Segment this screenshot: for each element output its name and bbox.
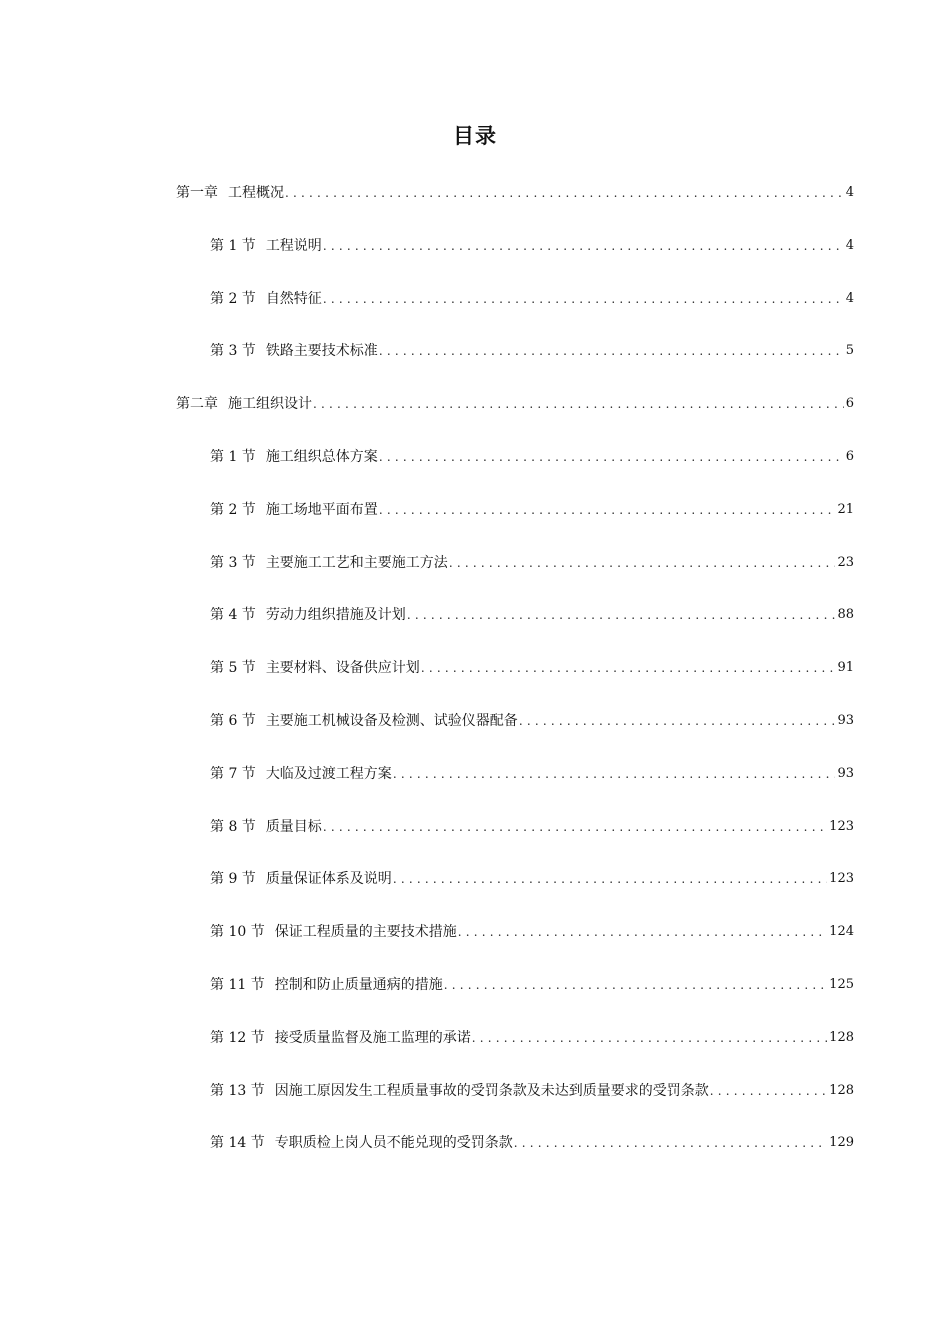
toc-page-number: 21 xyxy=(837,501,854,517)
toc-entry-label xyxy=(210,495,379,525)
toc-page-number: 128 xyxy=(829,1082,854,1098)
toc-entry[interactable] xyxy=(210,284,854,337)
toc-page-number: 88 xyxy=(837,607,854,623)
toc-dot-leader xyxy=(323,284,844,314)
toc-page-number: 6 xyxy=(845,448,854,464)
toc-entry-title: 质量目标 xyxy=(265,818,322,835)
toc-dot-leader xyxy=(407,600,836,630)
toc-entry-number: 第 2 节 xyxy=(210,290,256,307)
toc-entry[interactable] xyxy=(210,1076,854,1129)
toc-entry-title: 专职质检上岗人员不能兑现的受罚条款 xyxy=(274,1135,513,1152)
toc-page-number: 123 xyxy=(829,871,854,887)
toc-page-number: 129 xyxy=(829,1135,854,1151)
toc-entry[interactable] xyxy=(210,812,854,865)
toc-entry-number: 第 1 节 xyxy=(210,448,256,465)
toc-entry[interactable] xyxy=(210,864,854,917)
toc-entry[interactable] xyxy=(210,495,854,548)
toc-entry[interactable] xyxy=(210,970,854,1023)
toc-page-number: 93 xyxy=(837,765,854,781)
toc-entry-title: 工程说明 xyxy=(265,237,322,254)
toc-entry-number: 第 7 节 xyxy=(210,765,256,782)
toc-entry-title: 工程概况 xyxy=(228,185,284,201)
toc-entry-title: 自然特征 xyxy=(265,290,322,307)
toc-page-number: 4 xyxy=(845,185,854,200)
toc-entry-number: 第二章 xyxy=(176,396,218,413)
toc-entry-number: 第 13 节 xyxy=(210,1082,265,1099)
toc-entry-number: 第 8 节 xyxy=(210,818,256,835)
toc-dot-leader xyxy=(514,1128,827,1158)
toc-entry-label xyxy=(210,600,407,630)
toc-entry-number: 第 14 节 xyxy=(210,1135,265,1152)
toc-dot-leader xyxy=(379,495,836,525)
toc-entry[interactable] xyxy=(210,653,854,706)
toc-page-number: 123 xyxy=(829,818,854,834)
toc-entry-number: 第 6 节 xyxy=(210,712,256,729)
toc-entry-label xyxy=(210,864,393,894)
toc-entry-label xyxy=(210,706,519,736)
toc-entry-number: 第 2 节 xyxy=(210,501,256,518)
toc-entry-number: 第 5 节 xyxy=(210,660,256,677)
toc-entry[interactable] xyxy=(210,1023,854,1076)
toc-entry-label xyxy=(210,284,323,314)
toc-entry-title: 主要施工工艺和主要施工方法 xyxy=(265,554,448,571)
toc-entry-label xyxy=(176,178,285,208)
toc-entry-number: 第 12 节 xyxy=(210,1029,265,1046)
toc-page-number: 124 xyxy=(829,924,854,940)
toc-entry-title: 保证工程质量的主要技术措施 xyxy=(274,924,457,941)
toc-dot-leader xyxy=(285,178,844,208)
toc-page-number: 91 xyxy=(837,660,854,676)
toc-entry-number: 第 11 节 xyxy=(210,976,265,993)
toc-dot-leader xyxy=(379,336,844,366)
toc-dot-leader xyxy=(393,864,827,894)
toc-dot-leader xyxy=(323,231,844,261)
toc-entry-title: 质量保证体系及说明 xyxy=(265,871,392,888)
toc-entry-label xyxy=(210,1023,472,1053)
toc-entry-title: 施工组织设计 xyxy=(228,396,312,413)
toc-entry-number: 第 10 节 xyxy=(210,924,265,941)
toc-page-number: 23 xyxy=(837,554,854,570)
toc-entry-number: 第 1 节 xyxy=(210,237,256,254)
toc-dot-leader xyxy=(472,1023,827,1053)
toc-title: 目录 xyxy=(453,124,497,148)
toc-dot-leader xyxy=(313,389,844,419)
toc-entry[interactable] xyxy=(210,600,854,653)
toc-entry[interactable] xyxy=(210,706,854,759)
toc-entry-title: 接受质量监督及施工监理的承诺 xyxy=(274,1029,471,1046)
toc-entry-label xyxy=(210,653,421,683)
toc-entry-number: 第 3 节 xyxy=(210,343,256,360)
toc-dot-leader xyxy=(393,759,836,789)
toc-entry-label xyxy=(210,1076,710,1106)
toc-entry-number: 第 9 节 xyxy=(210,871,256,888)
toc-entry-label xyxy=(176,389,313,419)
toc-entry-title: 因施工原因发生工程质量事故的受罚条款及未达到质量要求的受罚条款 xyxy=(274,1082,709,1099)
toc-dot-leader xyxy=(444,970,827,1000)
toc-entry-label xyxy=(210,917,458,947)
toc-entry[interactable] xyxy=(210,917,854,970)
toc-entry-title: 铁路主要技术标准 xyxy=(265,343,378,360)
toc-page-number: 4 xyxy=(845,237,854,253)
toc-dot-leader xyxy=(323,812,827,842)
toc-entry[interactable] xyxy=(176,389,854,442)
toc-entry-label xyxy=(210,231,323,261)
toc-entry-label xyxy=(210,1128,514,1158)
toc-page-number: 125 xyxy=(829,976,854,992)
toc-dot-leader xyxy=(519,706,836,736)
toc-entry-label xyxy=(210,442,379,472)
toc-page-number: 128 xyxy=(829,1029,854,1045)
toc-entry-title: 大临及过渡工程方案 xyxy=(265,765,392,782)
toc-page-number: 5 xyxy=(845,343,854,359)
toc-dot-leader xyxy=(379,442,844,472)
toc-entry-label xyxy=(210,548,449,578)
toc-entry[interactable] xyxy=(210,759,854,812)
toc-list xyxy=(0,178,950,1181)
toc-entry-title: 主要施工机械设备及检测、试验仪器配备 xyxy=(265,712,518,729)
toc-entry-title: 劳动力组织措施及计划 xyxy=(265,607,406,624)
toc-entry[interactable] xyxy=(210,442,854,495)
toc-page-number: 93 xyxy=(837,712,854,728)
toc-entry-label xyxy=(210,336,379,366)
toc-entry-title: 施工组织总体方案 xyxy=(265,448,378,465)
toc-dot-leader xyxy=(710,1076,827,1106)
toc-page-number: 6 xyxy=(845,396,854,412)
toc-entry-label xyxy=(210,970,444,1000)
toc-page-number: 4 xyxy=(845,290,854,306)
toc-entry-title: 主要材料、设备供应计划 xyxy=(265,660,420,677)
toc-entry-label xyxy=(210,759,393,789)
toc-dot-leader xyxy=(449,548,836,578)
toc-entry[interactable] xyxy=(210,336,854,389)
toc-entry-title: 施工场地平面布置 xyxy=(265,501,378,518)
toc-entry[interactable] xyxy=(210,1128,854,1181)
toc-entry-number: 第 3 节 xyxy=(210,554,256,571)
toc-entry[interactable] xyxy=(210,231,854,284)
toc-dot-leader xyxy=(458,917,827,947)
toc-entry-label xyxy=(210,812,323,842)
toc-entry-number: 第一章 xyxy=(176,185,218,201)
toc-entry[interactable] xyxy=(210,548,854,601)
toc-dot-leader xyxy=(421,653,836,683)
toc-entry[interactable] xyxy=(176,178,854,231)
toc-entry-title: 控制和防止质量通病的措施 xyxy=(274,976,443,993)
toc-entry-number: 第 4 节 xyxy=(210,607,256,624)
